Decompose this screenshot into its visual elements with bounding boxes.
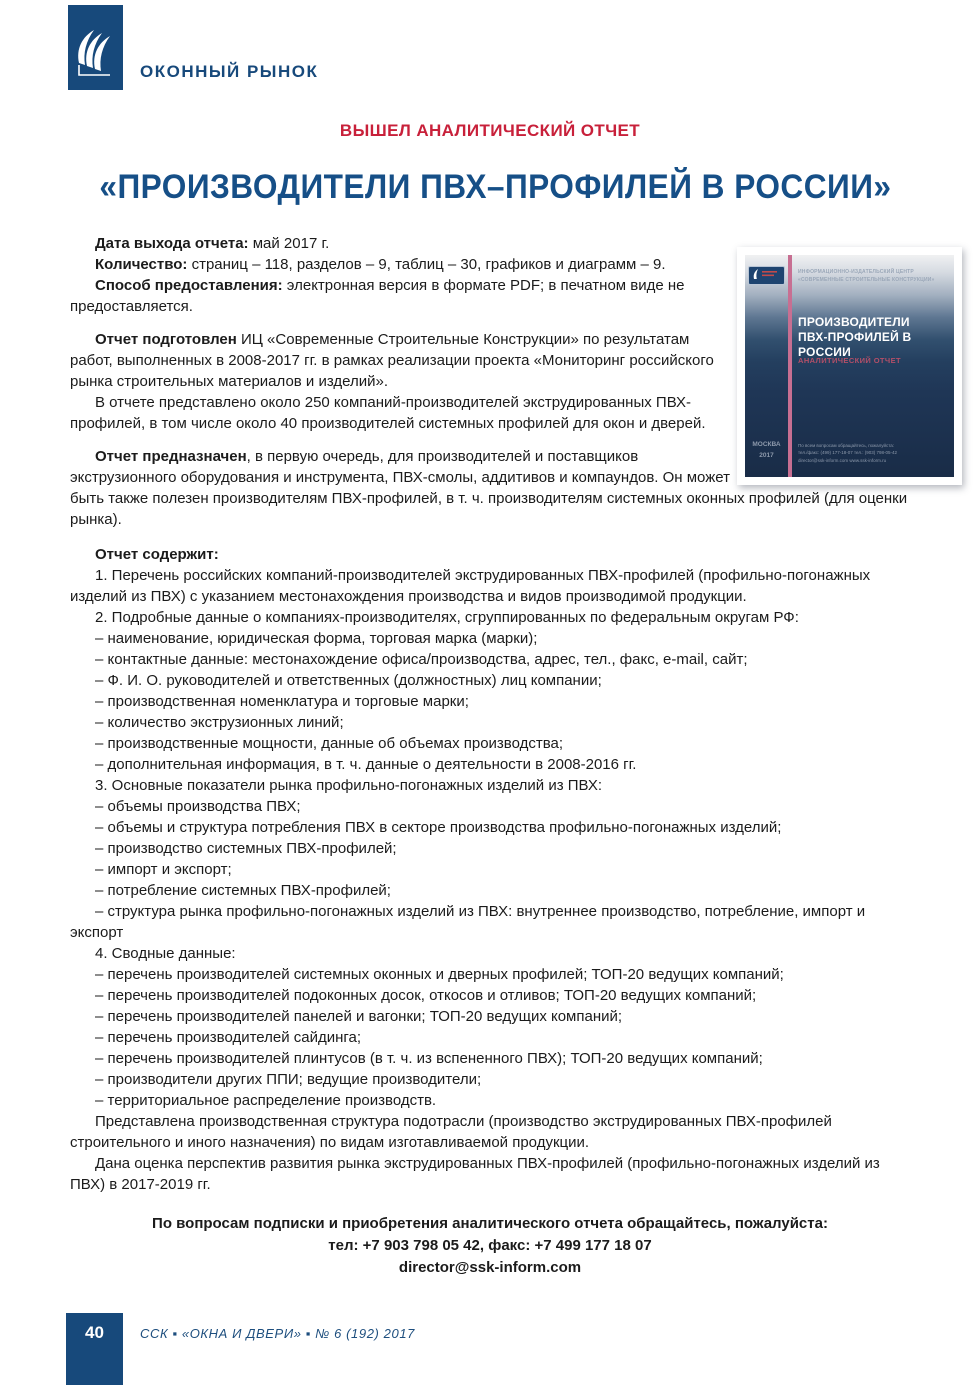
contents-item: Дана оценка перспектив развития рынка экструдированных ПВХ-профилей (профильно-погонажных изделий из ПВХ) в 2017-2019 гг. <box>70 1155 880 1193</box>
contents-heading: Отчет содержит: <box>95 546 219 563</box>
about-text: ИЦ «Современные Строительные Конструкции» по результатам работ, выполненных в 2008-2017 гг. в рамках реализации проекта «Мониторинг российского рынка строительных материалов и изделий». <box>70 331 714 390</box>
contents-item: – производственные мощности, данные об объемах производства; <box>95 735 564 752</box>
report-title <box>70 167 910 207</box>
cover-swoosh-icon <box>749 267 782 282</box>
page-number-badge: 40 <box>66 1313 123 1385</box>
contact-phones: тел: +7 903 798 05 42, факс: +7 499 177 18 07 <box>328 1237 652 1254</box>
cover-contact-line1: По всем вопросам обращайтесь, пожалуйста: <box>798 442 895 448</box>
publisher-logo <box>68 5 123 90</box>
contents-item: – контактные данные: местонахождение офиса/производства, адрес, тел., факс, e-mail, сайт; <box>95 651 748 668</box>
contents-item: – объемы и структура потребления ПВХ в секторе производства профильно-погонажных изделий; <box>95 819 782 836</box>
issue-line: ССК ▪ «ОКНА И ДВЕРИ» ▪ № 6 (192) 2017 <box>140 1326 415 1341</box>
report-contents-section <box>70 544 910 1195</box>
report-cover-art <box>745 255 954 477</box>
meta-quantity-value: страниц – 118, разделов – 9, таблиц – 30, графиков и диаграмм – 9. <box>187 256 666 273</box>
pages-swoosh-icon <box>72 27 119 82</box>
purpose-lead: Отчет предназначен <box>95 448 247 465</box>
contents-item: – объемы производства ПВХ; <box>95 798 301 815</box>
cover-logo-chip <box>748 266 785 285</box>
contents-item: 4. Сводные данные: <box>95 945 236 962</box>
cover-contact-line2: тел./факс: (499) 177-18-07 тел.: (903) 798-05-42 <box>798 450 897 455</box>
contents-item: – перечень производителей плинтусов (в т. ч. из вспененного ПВХ); ТОП-20 ведущих компаний; <box>95 1050 763 1067</box>
contents-item: – производители других ППИ; ведущие производители; <box>95 1071 482 1088</box>
contents-item: – перечень производителей подоконных досок, откосов и отливов; ТОП-20 ведущих компаний; <box>95 987 757 1004</box>
contents-item: – перечень производителей сайдинга; <box>95 1029 362 1046</box>
contents-item: – производство системных ПВХ-профилей; <box>95 840 397 857</box>
contents-item: – структура рынка профильно-погонажных изделий из ПВХ: внутреннее производство, потребление, импорт и экспорт <box>70 903 866 941</box>
cover-title-line1: ПРОИЗВОДИТЕЛИ <box>798 315 910 329</box>
contents-item: – территориальное распределение производств. <box>95 1092 437 1109</box>
cover-city: МОСКВА <box>752 441 781 448</box>
about-text: В отчете представлено около 250 компаний-производителей экструдированных ПВХ-профилей, в том числе около 40 производителей системных профилей для окон и дверей. <box>70 394 706 432</box>
report-cover-thumbnail <box>737 247 962 485</box>
contents-item: – наименование, юридическая форма, торговая марка (марки); <box>95 630 538 647</box>
cover-subtitle: АНАЛИТИЧЕСКИЙ ОТЧЕТ <box>798 356 901 365</box>
cover-accent-stripe <box>788 255 792 477</box>
cover-publisher-lines <box>798 268 948 284</box>
announcement-label: ВЫШЕЛ АНАЛИТИЧЕСКИЙ ОТЧЕТ <box>339 121 641 140</box>
meta-release-date-value: май 2017 г. <box>248 235 330 252</box>
meta-release-date-label: Дата выхода отчета: <box>95 235 249 252</box>
contents-item: 1. Перечень российских компаний-производителей экструдированных ПВХ-профилей (профильно-погонажных изделий из ПВХ) с указанием местонахождения производства и видов производимой продукции. <box>70 567 871 605</box>
purpose-text: , в первую очередь, для производителей и поставщиков экструзионного оборудования и инструмента, ПВХ-смолы, аддитивов и компаундов. Он может быть также полезен производителям ПВХ-профилей, в т. ч. производителям системных оконных профилей (для оценки рынка). <box>70 448 908 528</box>
report-cover-float <box>732 233 935 485</box>
cover-contact-line3: director@ssk-inform.com www.ssk-inform.ru <box>798 457 887 463</box>
subscription-contact-block <box>70 1213 910 1279</box>
contents-item: – количество экструзионных линий; <box>95 714 344 731</box>
cover-year: 2017 <box>759 452 774 459</box>
about-lead: Отчет подготовлен <box>95 331 237 348</box>
contact-intro: По вопросам подписки и приобретения аналитического отчета обращайтесь, пожалуйста: <box>152 1215 828 1232</box>
contents-item: Представлена производственная структура подотрасли (производство экструдированных ПВХ-профилей строительного и иного назначения) по видам изготавливаемой продукции. <box>70 1113 832 1151</box>
cover-title-line2: ПВХ-ПРОФИЛЕЙ В РОССИИ <box>798 330 912 359</box>
contents-item: – дополнительная информация, в т. ч. данные о деятельности в 2008-2016 гг. <box>95 756 637 773</box>
contents-item: – перечень производителей системных оконных и дверных профилей; ТОП-20 ведущих компаний; <box>95 966 784 983</box>
contact-email: director@ssk-inform.com <box>398 1259 582 1276</box>
cover-contact-lines <box>798 442 950 465</box>
contents-item: – Ф. И. О. руководителей и ответственных (должностных) лиц компании; <box>95 672 602 689</box>
meta-delivery-value: электронная версия в формате PDF; в печатном виде не предоставляется. <box>70 277 685 315</box>
meta-delivery-label: Способ предоставления: <box>95 277 283 294</box>
contents-item: – производственная номенклатура и торговые марки; <box>95 693 469 710</box>
cover-publisher-line2: «СОВРЕМЕННЫЕ СТРОИТЕЛЬНЫЕ КОНСТРУКЦИИ» <box>798 277 935 283</box>
contents-item: 3. Основные показатели рынка профильно-погонажных изделий из ПВХ: <box>95 777 603 794</box>
cover-city-year <box>745 439 788 461</box>
meta-quantity-label: Количество: <box>95 256 188 273</box>
contents-item: 2. Подробные данные о компаниях-производителях, сгруппированных по федеральным округам РФ: <box>95 609 799 626</box>
cover-publisher-line1: ИНФОРМАЦИОННО-ИЗДАТЕЛЬСКИЙ ЦЕНТР <box>798 269 914 275</box>
article-body <box>70 120 935 1279</box>
section-title: ОКОННЫЙ РЫНОК <box>140 62 319 81</box>
contents-item: – потребление системных ПВХ-профилей; <box>95 882 391 899</box>
contents-item: – перечень производителей панелей и вагонки; ТОП-20 ведущих компаний; <box>95 1008 623 1025</box>
report-title-text: «ПРОИЗВОДИТЕЛИ ПВХ–ПРОФИЛЕЙ В РОССИИ» <box>99 168 892 206</box>
contents-item: – импорт и экспорт; <box>95 861 232 878</box>
